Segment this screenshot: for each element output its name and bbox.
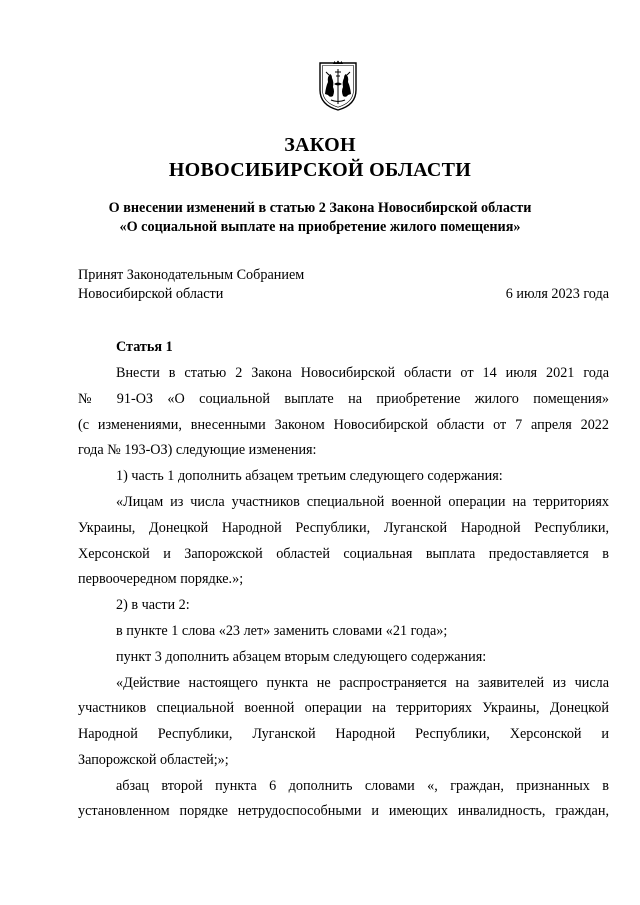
law-subtitle-line-2: «О социальной выплате на приобретение жилого помещения» [119,219,521,235]
text-line: «Действие настоящего пункта не распространяется на заявителей из числа [116,675,609,691]
law-subtitle-line-1: О внесении изменений в статью 2 Закона Новосибирской области [108,200,532,216]
text-line: № 91-ОЗ «О социальной выплате на приобретение жилого помещения» [78,391,609,407]
text-line: Народной Республики, Луганской Народной Республики, Херсонской и [78,726,609,742]
text-line: 1) часть 1 дополнить абзацем третьим следующего содержания: [116,468,503,484]
text-line: «Лицам из числа участников специальной военной операции на территориях [116,494,609,510]
text-line: в пункте 1 слова «23 лет» заменить словами «21 года»; [116,623,448,639]
text-line: установленном порядке нетрудоспособными и имеющих инвалидность, граждан, [78,803,609,819]
article-heading: Статья 1 [116,339,173,355]
text-line: пункт 3 дополнить абзацем вторым следующего содержания: [116,649,487,665]
text-line: года № 193-ОЗ) следующие изменения: [78,442,317,458]
text-line: первоочередном порядке.»; [78,571,244,587]
text-line: 2) в части 2: [116,597,190,613]
law-title: ЗАКОН [284,134,356,156]
text-line: Украины, Донецкой Народной Республики, Луганской Народной Республики, [78,520,609,536]
text-line: участников специальной военной операции на территориях Украины, Донецкой [78,700,609,716]
text-line: абзац второй пункта 6 дополнить словами «, граждан, признанных в [116,778,609,794]
adoption-date: 6 июля 2023 года [505,286,609,302]
novosibirsk-coat-of-arms-icon [317,60,359,112]
text-line: (с изменениями, внесенными Законом Новосибирской области от 7 апреля 2022 [78,417,609,433]
adopted-by-line-2: Новосибирской области [78,286,224,302]
text-line: Внести в статью 2 Закона Новосибирской области от 14 июля 2021 года [116,365,609,381]
adopted-by-line-1: Принят Законодательным Собранием [78,267,305,283]
text-line: Херсонской и Запорожской областей социальная выплата предоставляется в [78,546,609,562]
region-title: НОВОСИБИРСКОЙ ОБЛАСТИ [168,159,472,181]
text-line: Запорожской областей;»; [78,752,229,768]
